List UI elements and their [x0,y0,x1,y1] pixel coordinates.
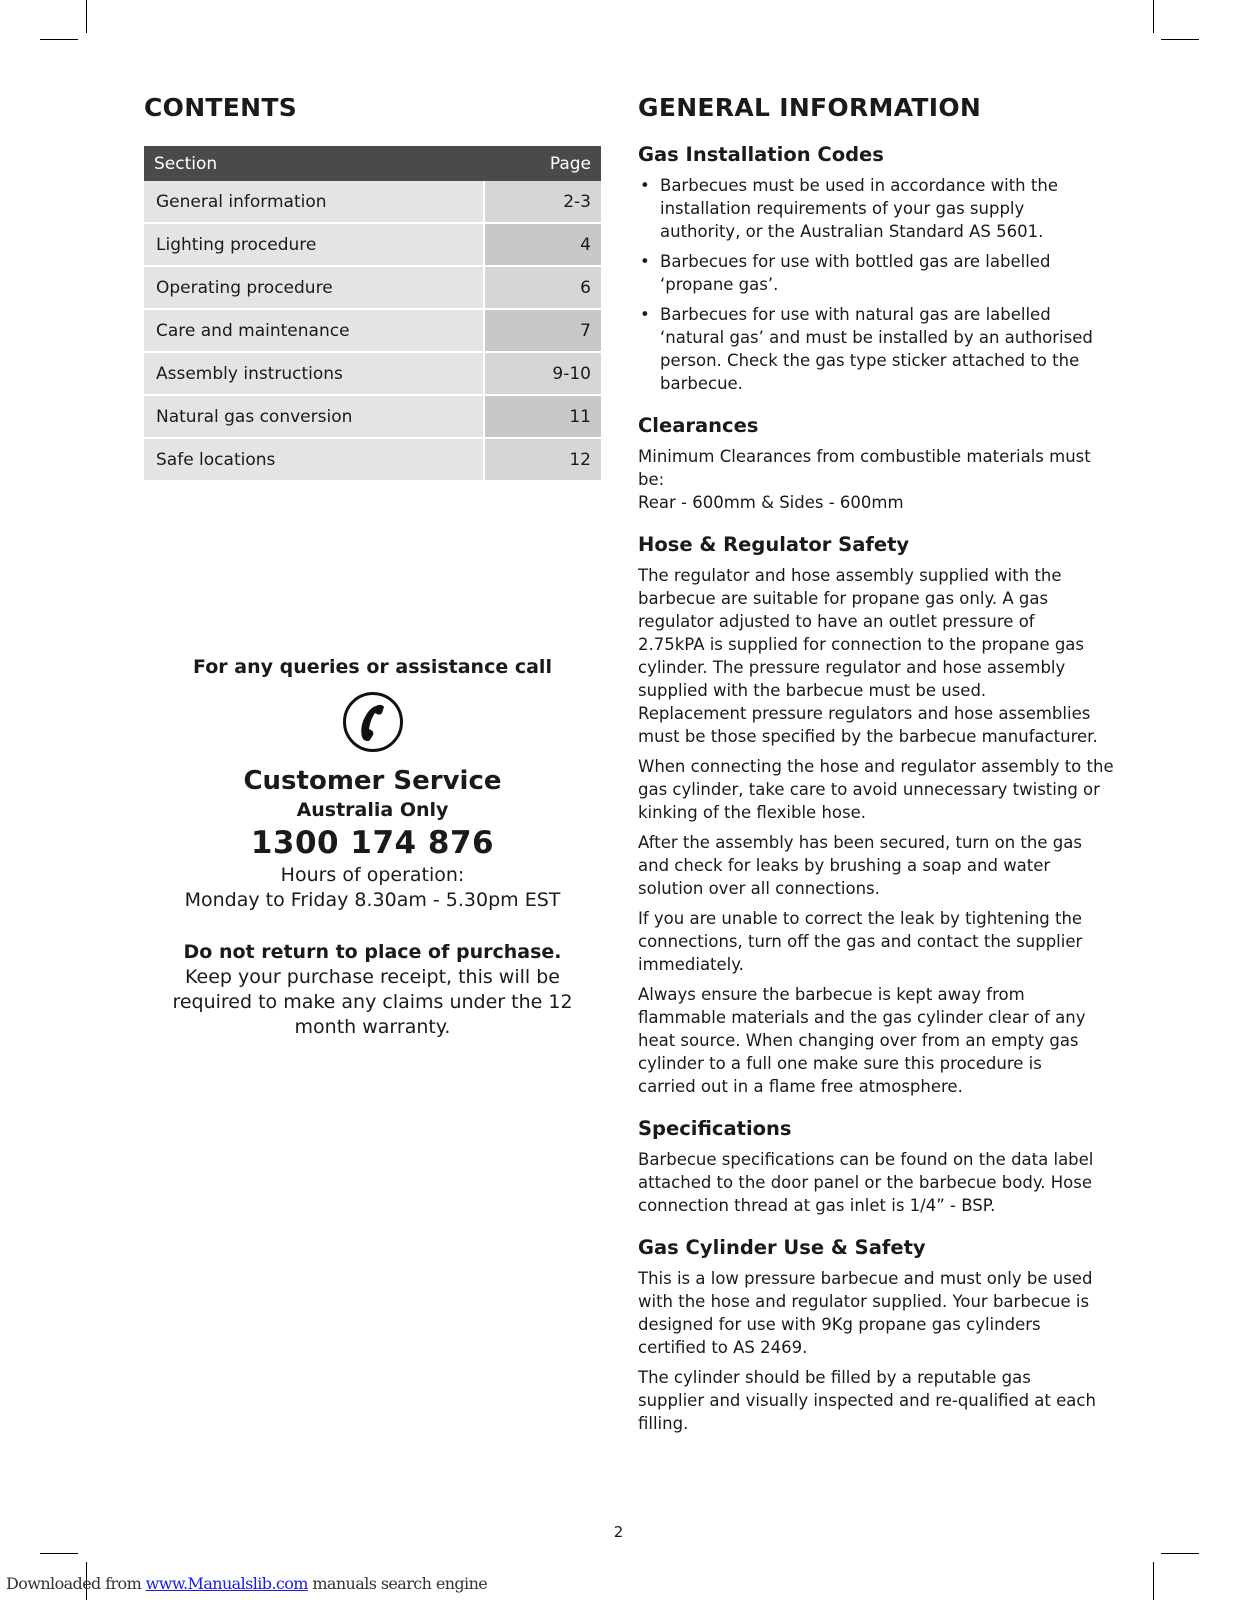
gas-codes-heading: Gas Installation Codes [638,143,884,166]
cylinder-paragraph: This is a low pressure barbecue and must only be used with the hose and regulator supplied. Your barbecue is designed for use with 9Kg propane gas cylinders certified to AS 2469. [638,1269,1093,1357]
row-page: 12 [484,438,601,481]
return-warning: Do not return to place of purchase. [183,941,562,963]
row-name: Assembly instructions [144,352,484,395]
footer-link[interactable]: www.Manualslib.com [145,1574,308,1593]
row-name: Lighting procedure [144,223,484,266]
specs-heading: Specifications [638,1117,792,1140]
phone-number: 1300 174 876 [250,825,495,861]
clearances-heading: Clearances [638,414,759,437]
contents-section [144,88,601,482]
list-item: • Barbecues for use with bottled gas are labelled ‘propane gas’. [640,252,1051,294]
page-number: 2 [613,1523,624,1541]
hose-paragraph: If you are unable to correct the leak by tightening the connections, turn off the gas and contact the supplier immediately. [638,909,1083,974]
table-row [144,181,601,223]
footer [6,1574,487,1593]
general-information-section [638,88,1114,1442]
cylinder-paragraph: The cylinder should be filled by a reputable gas supplier and visually inspected and re-qualified at each filling. [638,1368,1096,1433]
general-title: GENERAL INFORMATION [638,93,982,122]
bullet-text: Barbecues for use with bottled gas are labelled ‘propane gas’. [660,252,1051,294]
phone-icon [342,691,404,753]
header-page: Page [484,146,601,181]
crop-mark [1161,39,1199,40]
hours-label: Hours of operation: [280,864,465,886]
hose-paragraph: The regulator and hose assembly supplied with the barbecue are suitable for propane gas only. A gas regulator adjusted to have an outlet pressure of 2.75kPA is supplied for connection to the propane gas cylinder. The pressure regulator and hose assembly supplied with the barbecue must be used. Replacement pressure regulators and hose assemblies must be those specified by the barbecue manufacturer. [638,566,1098,746]
hours-text: Monday to Friday 8.30am - 5.30pm EST [184,889,561,911]
row-page: 11 [484,395,601,438]
receipt-note: Keep your purchase receipt, this will be required to make any claims under the 12 month warranty. [172,966,573,1038]
gas-codes-list [638,174,1098,395]
row-name: Safe locations [144,438,484,481]
hose-paragraph: After the assembly has been secured, turn on the gas and check for leaks by brushing a soap and water solution over all connections. [638,833,1082,898]
row-page: 6 [484,266,601,309]
list-item: • Barbecues must be used in accordance with the installation requirements of your gas supply authority, or the Australian Standard AS 5601. [640,176,1058,241]
row-name: Care and maintenance [144,309,484,352]
clearances-text [638,445,1098,514]
footer-prefix: Downloaded from [6,1574,146,1593]
region-label: Australia Only [296,799,449,821]
crop-mark [1161,1553,1199,1554]
row-name: Natural gas conversion [144,395,484,438]
row-name: Operating procedure [144,266,484,309]
bullet-text: Barbecues must be used in accordance with the installation requirements of your gas supply authority, or the Australian Standard AS 5601. [660,176,1058,241]
table-row [144,395,601,438]
clearances-line1: Minimum Clearances from combustible materials must be: [638,447,1091,489]
hose-paragraph: Always ensure the barbecue is kept away from flammable materials and the gas cylinder clear of any heat source. When changing over from an empty gas cylinder to a full one make sure this procedure is carried out in a flame free atmosphere. [638,985,1086,1096]
table-row [144,438,601,481]
specs-text: Barbecue specifications can be found on the data label attached to the door panel or the barbecue body. Hose connection thread at gas inlet is 1/4” - BSP. [638,1150,1094,1215]
cylinder-heading: Gas Cylinder Use & Safety [638,1236,926,1259]
table-header [144,146,601,181]
table-row [144,352,601,395]
hose-heading: Hose & Regulator Safety [638,533,910,556]
contents-table [144,146,601,482]
customer-service-title: Customer Service [243,766,502,796]
hose-paragraph: When connecting the hose and regulator assembly to the gas cylinder, take care to avoid unnecessary twisting or kinking of the flexible hose. [638,757,1114,822]
row-page: 9-10 [484,352,601,395]
contact-block [144,652,601,1040]
crop-mark [1153,0,1154,33]
footer-suffix: manuals search engine [307,1574,488,1593]
crop-mark [86,0,87,33]
contents-title: CONTENTS [144,93,298,122]
row-page: 7 [484,309,601,352]
crop-mark [40,39,78,40]
list-item: • Barbecues for use with natural gas are labelled ‘natural gas’ and must be installed by an authorised person. Check the gas type sticker attached to the barbecue. [640,305,1093,393]
query-text: For any queries or assistance call [193,656,552,678]
crop-mark [1153,1562,1154,1600]
clearances-line2: Rear - 600mm & Sides - 600mm [638,493,904,512]
table-row [144,266,601,309]
bullet-text: Barbecues for use with natural gas are labelled ‘natural gas’ and must be installed by an authorised person. Check the gas type sticker attached to the barbecue. [660,305,1093,393]
row-page: 2-3 [484,181,601,223]
table-row [144,223,601,266]
row-page: 4 [484,223,601,266]
row-name: General information [144,181,484,223]
crop-mark [40,1553,78,1554]
header-section: Section [144,146,484,181]
table-row [144,309,601,352]
